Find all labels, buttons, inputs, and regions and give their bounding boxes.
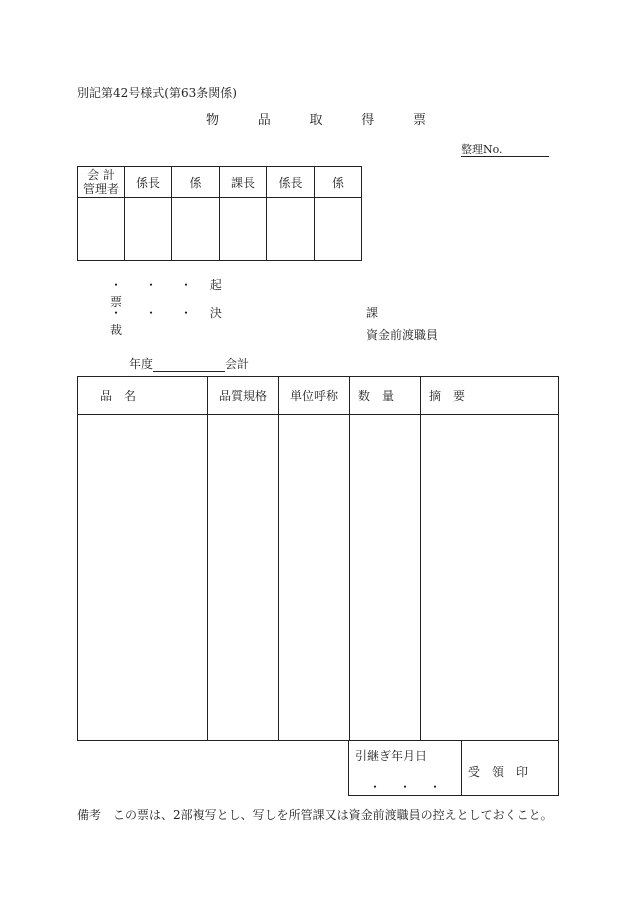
accounting-manager-line2: 管理者 [82, 182, 119, 196]
stamp-cell[interactable] [267, 198, 315, 261]
handover-date-dots: ・ ・ ・ [369, 780, 441, 794]
column-header-remarks: 摘 要 [421, 377, 559, 415]
form-id: 別記第42号様式(第63条関係) [77, 86, 237, 100]
approval-stamp-row [78, 198, 362, 261]
title-char: 票 [412, 113, 426, 128]
reference-number-field[interactable] [461, 143, 549, 157]
fiscal-year-line [129, 355, 249, 372]
fiscal-year-label: 年度 [129, 357, 154, 371]
receipt-seal-label: 受 領 印 [468, 764, 529, 779]
item-remarks-cell[interactable] [421, 415, 559, 741]
handover-date-cell[interactable] [349, 740, 462, 796]
items-table [77, 376, 559, 741]
column-header-unit: 単位呼称 [279, 377, 350, 415]
approval-header-section-chief: 課長 [220, 167, 267, 198]
approval-stamp-table [77, 166, 362, 261]
stamp-cell[interactable] [172, 198, 220, 261]
receipt-seal-cell[interactable] [462, 740, 559, 796]
decision-date-line[interactable]: ・ ・ ・ 決裁 [110, 306, 222, 337]
title-char: 得 [361, 113, 375, 128]
approval-header-staff: 係 [172, 167, 220, 198]
approval-header-staff-2: 係 [315, 167, 362, 198]
items-body-row [78, 415, 559, 741]
title-char: 品 [257, 113, 271, 128]
column-header-quantity: 数 量 [350, 377, 421, 415]
handover-date-label: 引継ぎ年月日 [355, 749, 428, 763]
draft-label: 起票 [110, 278, 222, 309]
item-name-cell[interactable] [78, 415, 208, 741]
column-header-item-name: 品 名 [78, 377, 208, 415]
title-char: 物 [206, 113, 220, 128]
approval-header-chief: 係長 [125, 167, 172, 198]
receipt-table [348, 740, 559, 796]
accounting-manager-line1: 会 計 [87, 168, 115, 182]
draft-date-line[interactable]: ・ ・ ・ 起票 [110, 278, 222, 309]
account-label: 会計 [225, 357, 250, 371]
item-spec-cell[interactable] [208, 415, 279, 741]
remarks-note: 備考 この票は、2部複写とし、写しを所管課又は資金前渡職員の控えとしておくこと。 [77, 808, 553, 822]
items-header-row [78, 377, 559, 415]
account-name-blank[interactable] [153, 359, 225, 372]
column-header-spec: 品質規格 [208, 377, 279, 415]
approval-header-accounting-manager [78, 167, 125, 198]
item-unit-cell[interactable] [279, 415, 350, 741]
stamp-cell[interactable] [315, 198, 362, 261]
stamp-cell[interactable] [220, 198, 267, 261]
title-char: 取 [309, 113, 323, 128]
form-title [206, 109, 426, 128]
department-label: 課 [366, 306, 379, 320]
item-quantity-cell[interactable] [350, 415, 421, 741]
stamp-cell[interactable] [125, 198, 172, 261]
advance-officer-label: 資金前渡職員 [366, 328, 439, 342]
approval-header-chief-2: 係長 [267, 167, 315, 198]
approval-header-row [78, 167, 362, 198]
decision-label: 決裁 [110, 306, 222, 337]
stamp-cell[interactable] [78, 198, 125, 261]
reference-number-label: 整理No. [461, 143, 503, 156]
